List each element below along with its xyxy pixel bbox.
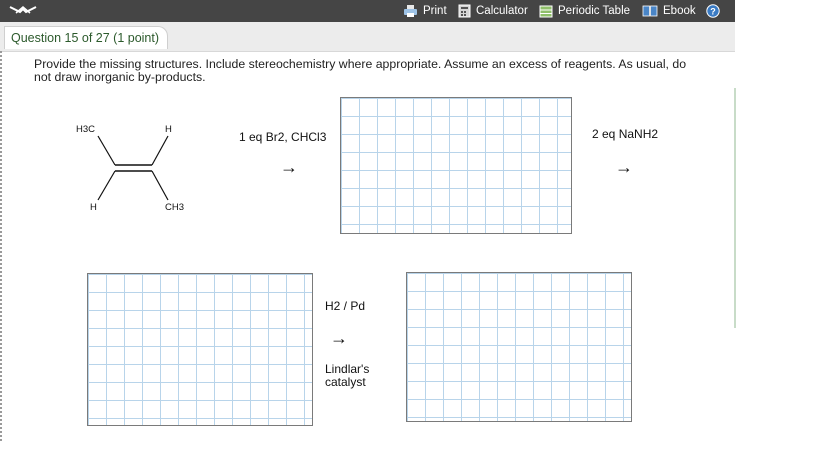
logo-icon xyxy=(8,3,38,17)
print-label: Print xyxy=(423,5,447,17)
periodic-table-icon xyxy=(539,5,553,18)
starting-molecule xyxy=(70,118,200,218)
calculator-icon xyxy=(458,4,471,18)
help-button[interactable] xyxy=(706,3,725,19)
calculator-label: Calculator xyxy=(476,5,528,17)
reagent-step-1: 1 eq Br2, CHCl3 xyxy=(239,130,327,144)
reaction-arrow-3: → xyxy=(330,328,348,348)
answer-grid-2[interactable] xyxy=(87,273,313,426)
answer-grid-1[interactable] xyxy=(340,97,572,234)
calculator-button[interactable] xyxy=(458,3,528,19)
printer-icon xyxy=(403,4,418,18)
reaction-arrow-1: → xyxy=(280,157,298,177)
ebook-button[interactable] xyxy=(642,3,696,19)
atom-label-h-bottom-left: H xyxy=(90,202,97,213)
reagent-step-3: H2 / Pd xyxy=(325,299,366,313)
svg-text:?: ? xyxy=(710,6,716,17)
left-dotted-border xyxy=(0,51,2,441)
top-toolbar xyxy=(0,0,735,22)
catalyst-line-2: catalyst xyxy=(325,375,366,389)
answer-grid-3[interactable] xyxy=(406,272,632,422)
atom-label-h-top-right: H xyxy=(165,124,172,135)
periodic-table-button[interactable] xyxy=(539,3,630,19)
ebook-label: Ebook xyxy=(663,5,696,17)
book-icon xyxy=(642,5,658,17)
catalyst-line-1: Lindlar's xyxy=(325,362,370,376)
print-button[interactable] xyxy=(403,3,447,19)
right-scroll-edge xyxy=(734,88,736,328)
question-tab: Question 15 of 27 (1 point) xyxy=(4,26,168,49)
atom-label-methyl-top-left: H3C xyxy=(76,124,96,135)
question-instructions: Provide the missing structures. Include stereochemistry where appropriate. Assume an excess of reagents. As usual, do not draw inorganic by-products. xyxy=(34,57,687,84)
help-icon xyxy=(706,4,720,18)
atom-label-methyl-bottom-right: CH3 xyxy=(165,202,185,213)
reaction-arrow-2: → xyxy=(615,157,633,177)
reagent-step-2: 2 eq NaNH2 xyxy=(592,127,659,141)
periodic-table-label: Periodic Table xyxy=(558,5,631,17)
